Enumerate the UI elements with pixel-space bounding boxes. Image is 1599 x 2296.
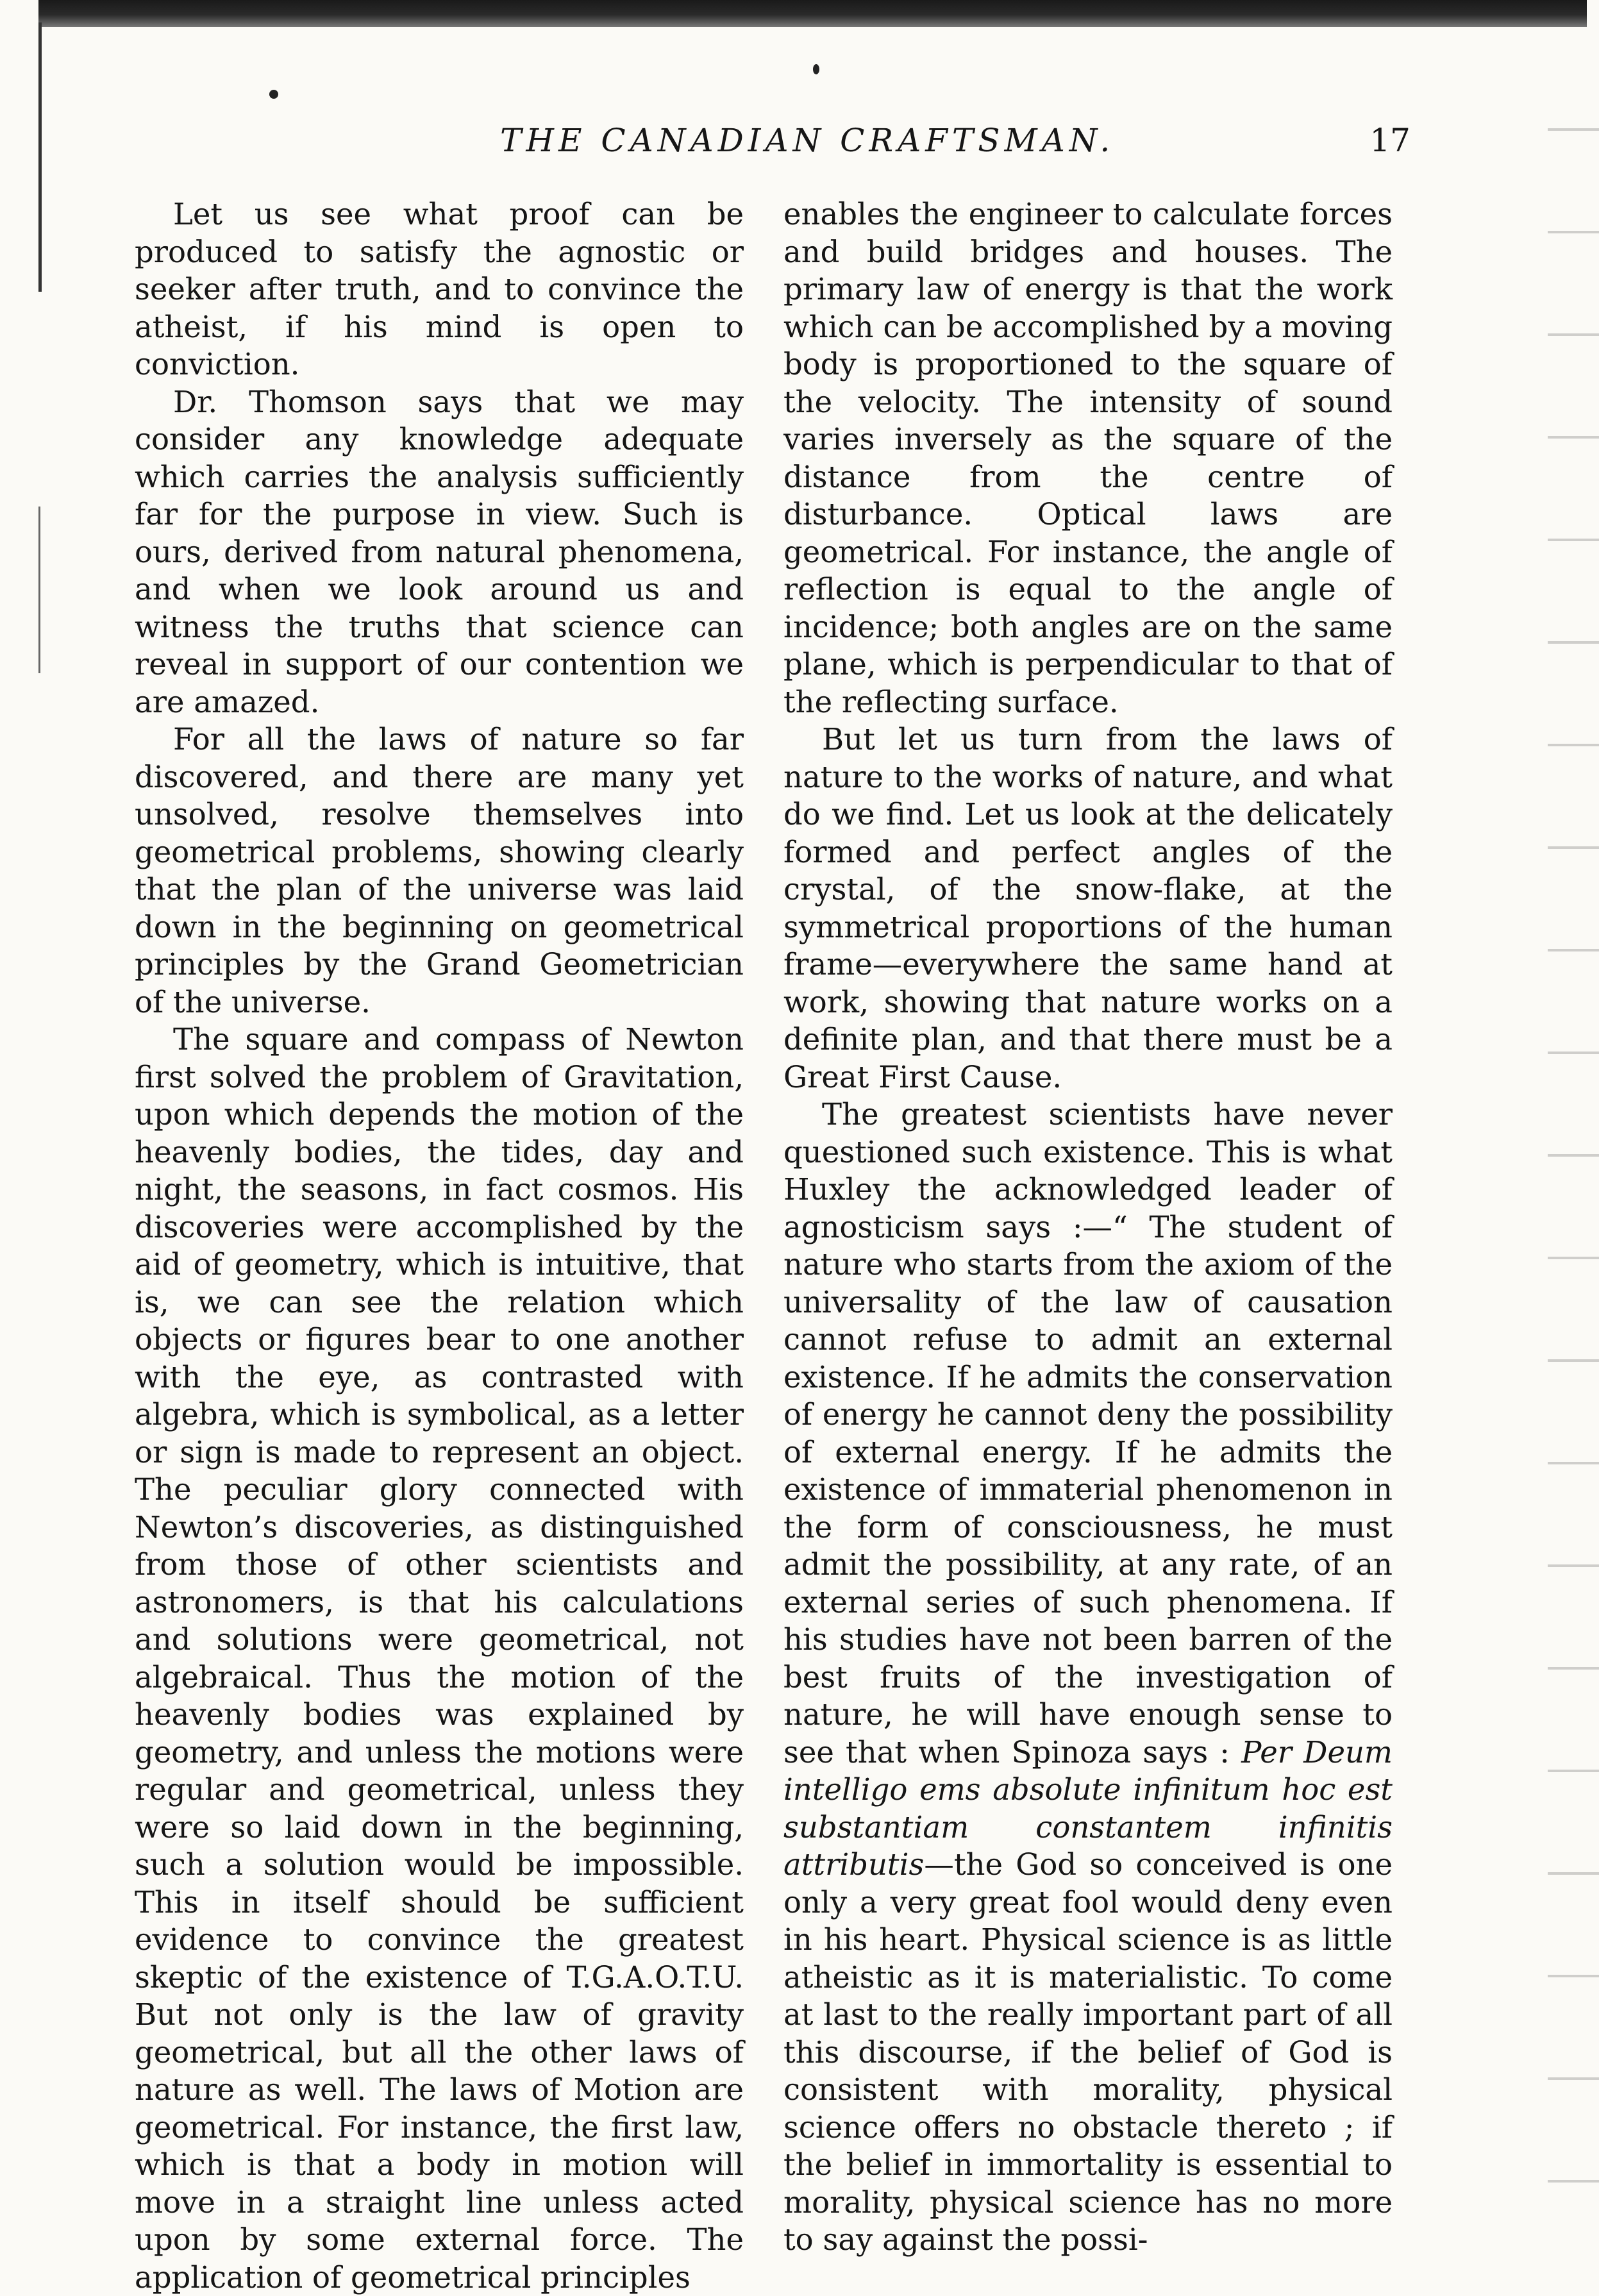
running-header — [128, 122, 1411, 173]
paragraph-text: The greatest scientists have never questioned such existence. This is what Huxley the acknowledged leader of agnosticism says :—“ The student of nature who starts from the axiom of the universality of the law of causation cannot refuse to admit an external existence. If he admits the conservation of energy he cannot deny the possibility of external energy. If he admits the existence of immaterial phenomenon in the form of consciousness, he must admit the possibility, at any rate, of an external series of such phenomena. If his studies have not been barren of the best fruits of the investigation of nature, he will have enough sense to see that when Spinoza says : — [783, 1097, 1393, 1770]
latin-quotation: Per Deum intelligo ems absolute infinitum hoc est substantiam constantem infinitis attributis — [783, 1734, 1393, 1882]
paragraph — [783, 1096, 1393, 2259]
paragraph: Dr. Thomson says that we may consider any knowledge adequate which carries the analysis sufficiently far for the purpose in view. Such is ours, derived from natural phenomena, and when we look around us and witness the truths that science can reveal in support of our contention we are amazed. — [135, 384, 744, 719]
left-margin-rule — [38, 22, 42, 292]
ink-spot — [269, 90, 278, 99]
binding-edge-marks — [1548, 77, 1599, 2257]
left-column — [135, 196, 744, 2295]
left-margin-rule-lower — [38, 507, 40, 673]
paragraph: The square and compass of Newton first solved the problem of Gravitation, upon which depends the motion of the heavenly bodies, the tides, day and night, the seasons, in fact cosmos. His discoveries were accomplished by the aid of geometry, which is intuitive, that is, we can see the relation which objects or figures bear to one another with the eye, as contrasted with algebra, which is symbolical, as a letter or sign is made to represent an object. The peculiar glory connected with Newton’s discoveries, as distinguished from those of other scientists and astronomers, is that his calculations and solutions were geometrical, not algebraical. Thus the motion of the heavenly bodies was explained by geometry, and unless the motions were regular and geometrical, unless they were so laid down in the beginning, such a solution would be impossible. This in itself should be sufficient evidence to convince the greatest skeptic of the existence of T.G.A.O.T.U. But not only is the law of gravity geometrical, but all the other laws of nature as well. The laws of Motion are geometrical. For instance, the first law, which is that a body in motion will move in a straight line unless acted upon by some external force. The application of geometrical principles — [135, 1022, 744, 2295]
ink-spot — [813, 64, 819, 74]
paragraph-continuation: enables the engineer to calculate forces and build bridges and houses. The primary law of energy is that the work which can be accomplished by a moving body is proportioned to the square of the velocity. The intensity of sound varies inversely as the square of the distance from the centre of disturbance. Optical laws are geometrical. For instance, the angle of reflection is equal to the angle of incidence; both angles are on the same plane, which is perpendicular to that of the reflecting surface. — [783, 197, 1393, 719]
top-border-rule — [38, 0, 1587, 27]
page-number: 17 — [1369, 122, 1411, 159]
paragraph: But let us turn from the laws of nature to the works of nature, and what do we find. Let us look at the delicately formed and perfect angles of the crystal, of the snow-flake, at the symmetrical proportions of the human frame—everywhere the same hand at work, showing that nature works on a definite plan, and that there must be a Great First Cause. — [783, 722, 1393, 1094]
paragraph: For all the laws of nature so far discovered, and there are many yet unsolved, resolve themselves into geometrical problems, showing clearly that the plan of the universe was laid down in the beginning on geometrical principles by the Grand Geometrician of the universe. — [135, 722, 744, 1019]
paragraph: Let us see what proof can be produced to satisfy the agnostic or seeker after truth, and to convince the atheist, if his mind is open to conviction. — [135, 197, 744, 381]
right-column — [783, 196, 1393, 2260]
paragraph-text: —the God so conceived is one only a very great fool would deny even in his heart. Physical science is as little atheistic as it is materialistic. To come at last to the really important part of all this discourse, if the belief of God is consistent with morality, physical science offers no obstacle thereto ; if the belief in immortality is essential to morality, physical science has no more to say against the possi- — [783, 1847, 1393, 2257]
journal-title: THE CANADIAN CRAFTSMAN. — [500, 122, 1115, 159]
